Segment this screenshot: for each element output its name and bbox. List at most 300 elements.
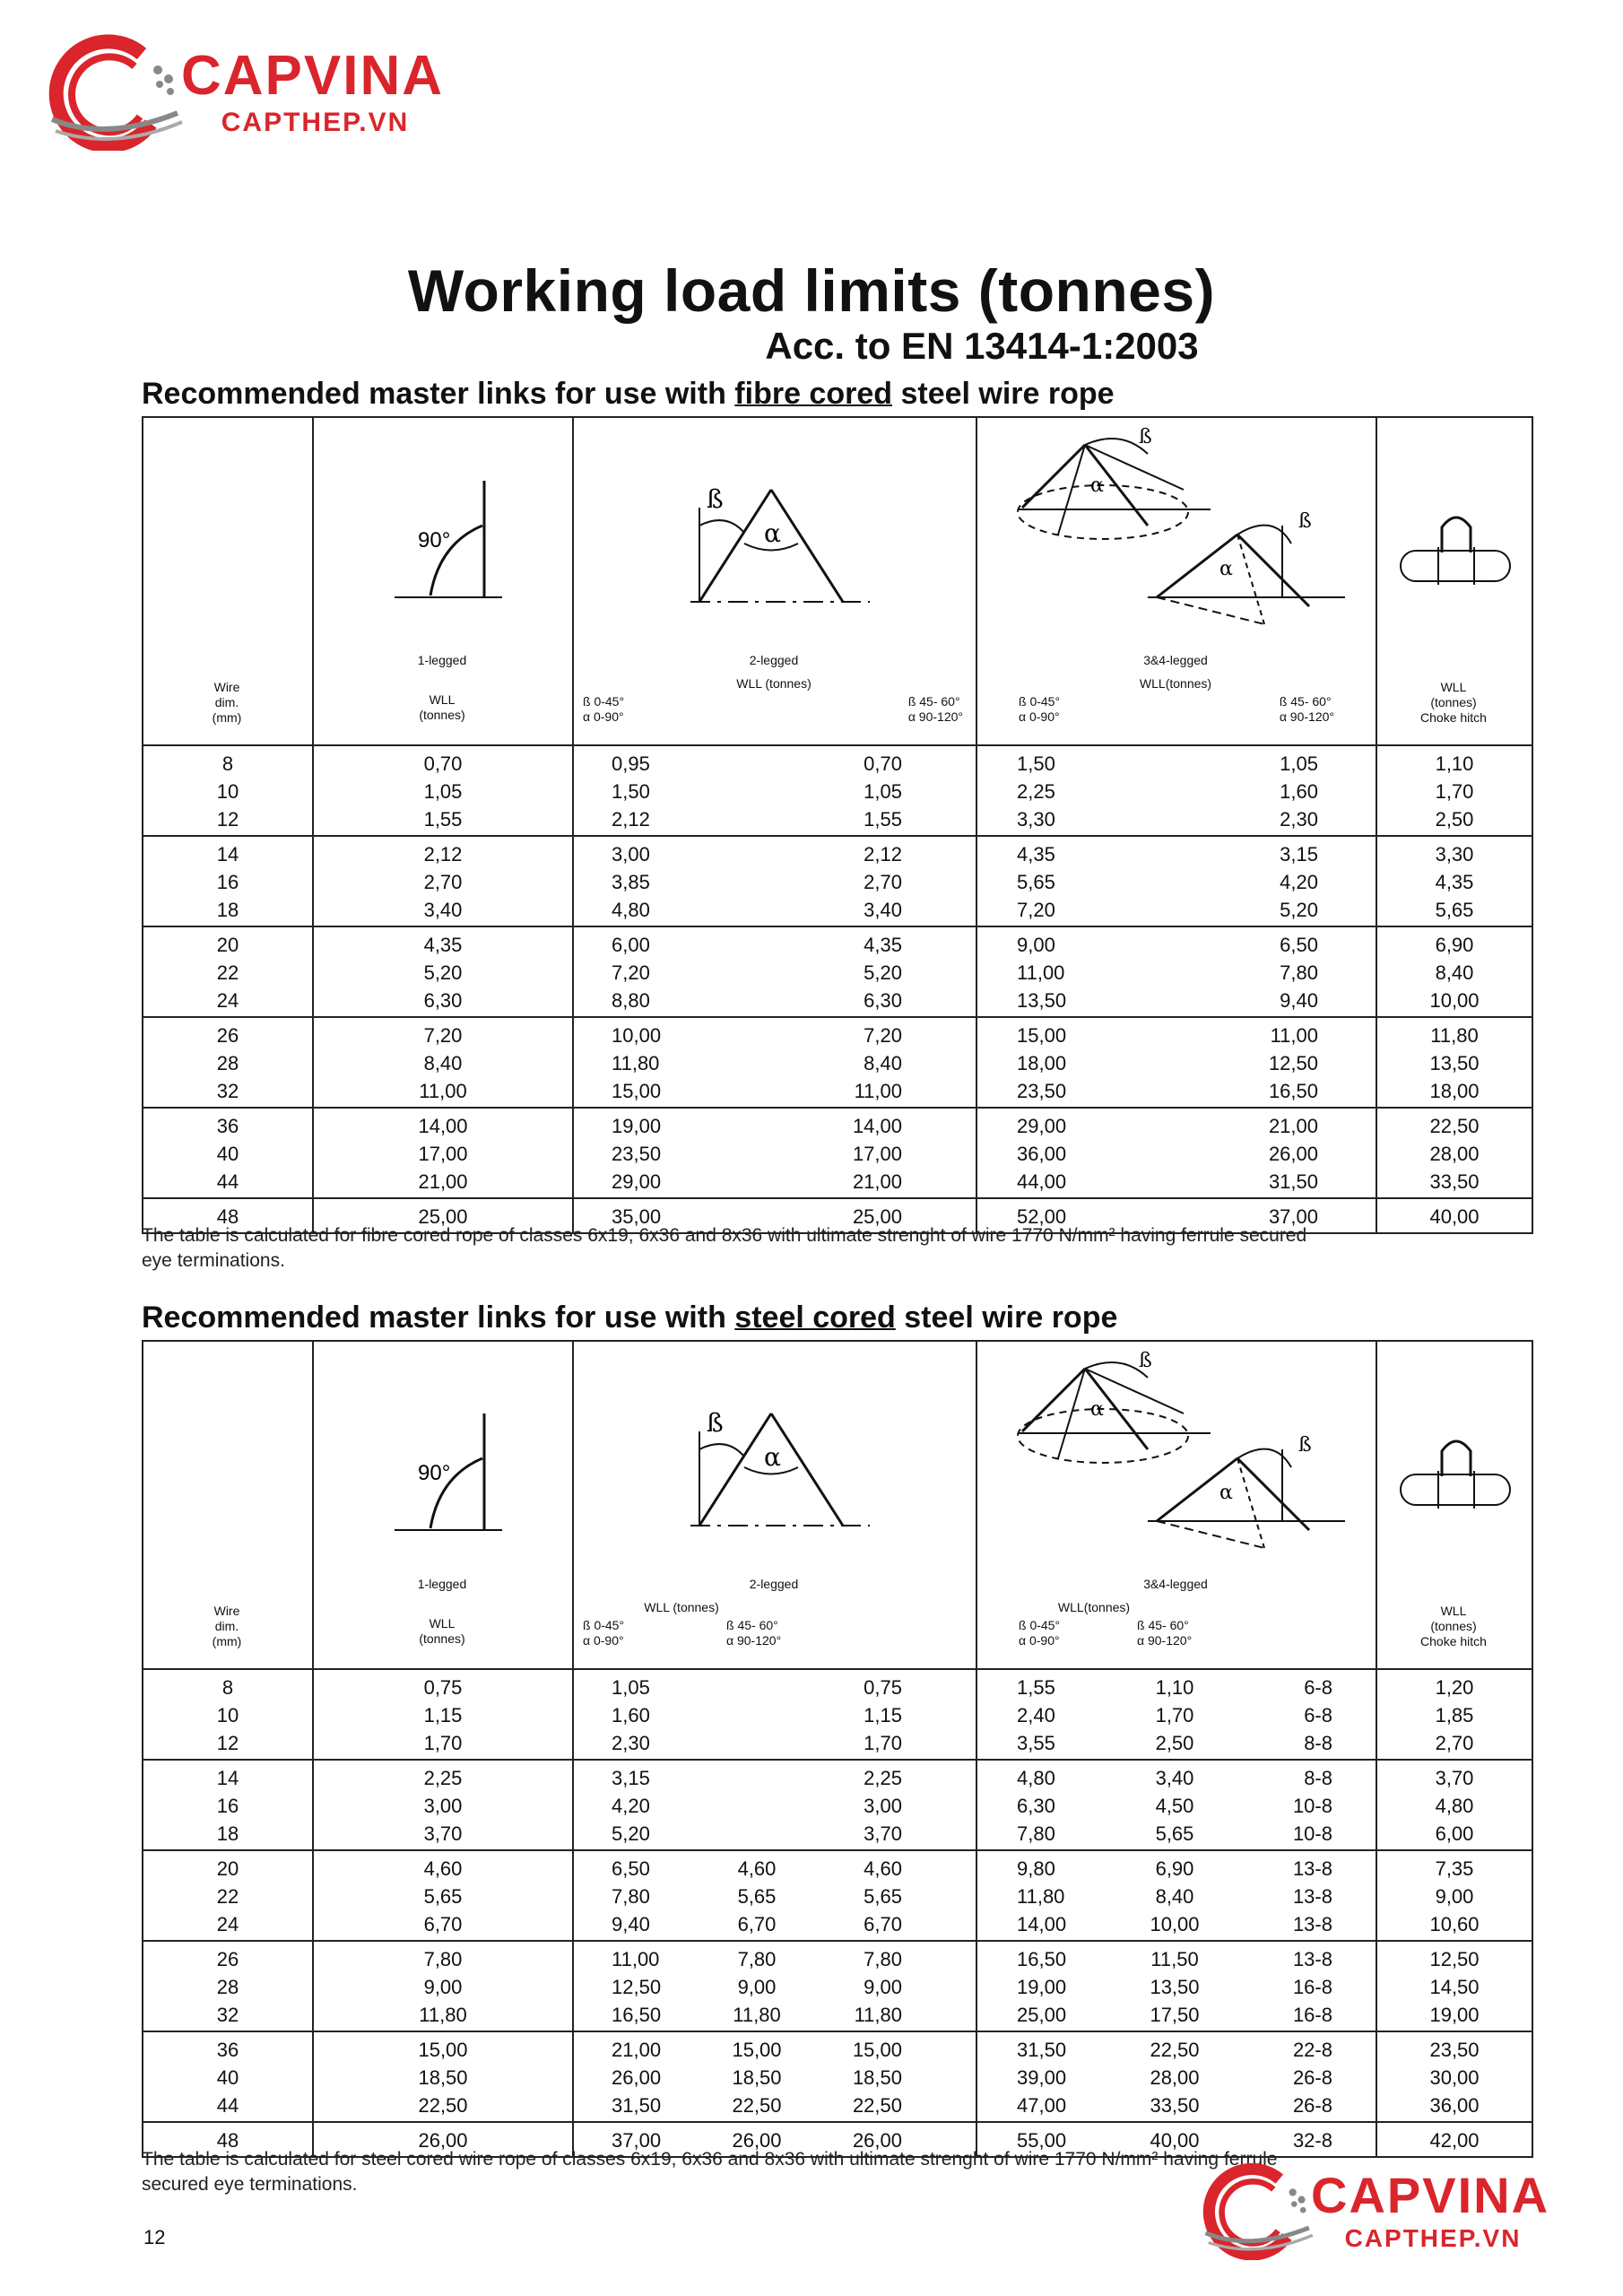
table-cell: 44: [216, 1170, 239, 1193]
wire-dim-cell: [143, 926, 313, 1017]
table-cell: 4,20: [1280, 871, 1318, 893]
table-row-group: [143, 926, 1532, 1017]
table-cell: 19,00: [1429, 2004, 1480, 2026]
brand-logo-bottom: [1191, 2161, 1549, 2260]
table-cell: 44: [216, 2094, 239, 2117]
table-row-group: [143, 1760, 1532, 1850]
table-cell: 14: [216, 843, 239, 865]
table-cell: 11,00: [1017, 961, 1065, 984]
table-cell: 3,00: [612, 843, 650, 865]
table-cell: 3,70: [1435, 1767, 1474, 1789]
table-cell: 24: [216, 1913, 239, 1935]
one-leg-cell: [313, 1941, 573, 2031]
wire-dim-cell: [143, 2031, 313, 2122]
table-cell: 13-8: [1292, 1948, 1332, 1970]
three-four-leg-cell: [976, 2031, 1376, 2122]
table-cell: 3,30: [1017, 808, 1055, 831]
table-cell: 16,50: [1268, 1080, 1318, 1102]
table-cell: 31,50: [612, 2094, 662, 2117]
table-cell: 5,20: [864, 961, 902, 984]
one-leg-diagram-icon: [377, 472, 520, 615]
table-cell: 22: [216, 961, 239, 984]
three-four-leg-cell: [976, 1669, 1376, 1760]
table-cell: 39,00: [1017, 2066, 1067, 2089]
table-cell: 8,40: [1155, 1885, 1194, 1908]
table-cell: 12,50: [612, 1976, 662, 1998]
table-cell: 1,10: [1435, 752, 1474, 775]
one-leg-cell: [313, 745, 573, 836]
table-cell: 11,00: [419, 1080, 467, 1102]
table-cell: 8: [221, 752, 234, 775]
table-cell: 20: [216, 934, 239, 956]
table-cell: 6-8: [1304, 1704, 1332, 1726]
table-cell: 32: [216, 2004, 239, 2026]
table-cell: 0,75: [423, 1676, 463, 1699]
table-cell: 6,70: [423, 1913, 463, 1935]
choke-hitch-cell: [1376, 1850, 1532, 1941]
two-leg-cell: [573, 745, 976, 836]
page-title: Working load limits (tonnes): [407, 257, 1216, 324]
wire-dim-cell: [143, 1850, 313, 1941]
page-subtitle: Acc. to EN 13414-1:2003: [765, 325, 1199, 367]
table-row-group: [143, 836, 1532, 926]
three-four-leg-cell: [976, 1108, 1376, 1198]
table-cell: 14: [216, 1767, 239, 1789]
svg-text:α: α: [1090, 474, 1104, 497]
table-cell: 32: [216, 1080, 239, 1102]
table-cell: 17,00: [418, 1143, 468, 1165]
table-cell: 17,00: [852, 1143, 902, 1165]
table-cell: 8,40: [423, 1052, 463, 1074]
table-cell: 6,70: [864, 1913, 902, 1935]
two-leg-cell: [573, 1669, 976, 1760]
table-cell: 7,80: [1017, 1822, 1055, 1845]
table-cell: 44,00: [1017, 1170, 1067, 1193]
table-cell: 7,80: [612, 1885, 650, 1908]
wire-dim-cell: [143, 1669, 313, 1760]
table-cell: 8-8: [1304, 1732, 1332, 1754]
table-cell: 26,00: [852, 2129, 902, 2152]
table-cell: 3,85: [612, 871, 650, 893]
table-cell: 16,50: [612, 2004, 662, 2026]
table-cell: 21,00: [612, 2039, 662, 2061]
svg-text:ß: ß: [1139, 427, 1152, 448]
table-cell: 6,50: [1280, 934, 1318, 956]
header-2-legged: ß α 2-legged WLL (tonnes) ß 0-45° α 0-90° ß 45- 60° α 90-120°: [573, 1341, 976, 1669]
two-leg-diagram-icon: [681, 1396, 879, 1548]
svg-text:α: α: [1090, 1398, 1104, 1421]
table-cell: 22,50: [418, 2094, 468, 2117]
table-cell: 22-8: [1292, 2039, 1332, 2061]
table-cell: 10: [216, 1704, 239, 1726]
table-cell: 5,65: [1155, 1822, 1194, 1845]
table-cell: 31,50: [1017, 2039, 1067, 2061]
table-cell: 18,50: [852, 2066, 902, 2089]
table-cell: 8,40: [864, 1052, 902, 1074]
table-cell: 1,60: [1280, 780, 1318, 803]
header-1-legged: 90° 1-legged WLL (tonnes): [313, 1341, 573, 1669]
table-cell: 15,00: [418, 2039, 468, 2061]
brand-name: CAPVINA: [181, 45, 445, 107]
table-cell: 4,60: [737, 1857, 777, 1880]
table-cell: 3,70: [864, 1822, 902, 1845]
table-cell: 37,00: [1268, 1205, 1318, 1228]
table-cell: 0,95: [612, 752, 650, 775]
one-leg-diagram-icon: [377, 1405, 520, 1548]
svg-text:ß: ß: [1139, 1351, 1152, 1372]
table-cell: 48: [216, 1205, 239, 1228]
header-choke-hitch: WLL (tonnes) Choke hitch: [1376, 417, 1532, 745]
table-cell: 12,50: [1429, 1948, 1480, 1970]
table-cell: 33,50: [1150, 2094, 1200, 2117]
table-cell: 26-8: [1292, 2066, 1332, 2089]
table-cell: 6,00: [612, 934, 650, 956]
svg-text:α: α: [764, 1442, 781, 1472]
table-cell: 3,40: [1155, 1767, 1194, 1789]
header-1-legged: 90° 1-legged WLL (tonnes): [313, 417, 573, 745]
table-cell: 3,30: [1435, 843, 1474, 865]
table-cell: 5,65: [423, 1885, 463, 1908]
table-cell: 16-8: [1292, 1976, 1332, 1998]
table-cell: 3,40: [423, 899, 463, 921]
brand-site: CAPTHEP.VN: [221, 108, 410, 137]
table-cell: 13-8: [1292, 1885, 1332, 1908]
header-choke-hitch: WLL (tonnes) Choke hitch: [1376, 1341, 1532, 1669]
page-number: 12: [143, 2226, 166, 2248]
table-cell: 10,00: [1150, 1913, 1200, 1935]
table-row-group: [143, 1017, 1532, 1108]
table-cell: 26: [216, 1948, 239, 1970]
table-row-group: [143, 1941, 1532, 2031]
wire-dim-cell: [143, 1017, 313, 1108]
table-cell: [708, 1701, 805, 1729]
table-cell: 2,70: [423, 871, 463, 893]
choke-hitch-diagram-icon: [1395, 508, 1517, 597]
two-leg-cell: [573, 2031, 976, 2122]
table-cell: 9,00: [1435, 1885, 1474, 1908]
table-cell: 6,90: [1155, 1857, 1194, 1880]
table-cell: 10,00: [1429, 989, 1480, 1012]
table-cell: 24: [216, 989, 239, 1012]
brand-name: CAPVINA: [1311, 2167, 1550, 2223]
wire-dim-cell: [143, 836, 313, 926]
table-cell: 5,20: [612, 1822, 650, 1845]
choke-hitch-cell: [1376, 1198, 1532, 1233]
table-cell: 1,70: [423, 1732, 463, 1754]
three-four-leg-cell: [976, 1760, 1376, 1850]
table-cell: 1,05: [612, 1676, 650, 1699]
table-cell: 2,30: [612, 1732, 650, 1754]
table-cell: 13,50: [1017, 989, 1067, 1012]
table-cell: 1,55: [423, 808, 463, 831]
choke-hitch-cell: [1376, 1760, 1532, 1850]
table-cell: 8,80: [612, 989, 650, 1012]
two-leg-cell: [573, 926, 976, 1017]
table-cell: 25,00: [1017, 2004, 1067, 2026]
table-cell: 29,00: [1017, 1115, 1067, 1137]
table-cell: 1,70: [1155, 1704, 1194, 1726]
table-cell: 28: [216, 1052, 239, 1074]
choke-hitch-cell: [1376, 2031, 1532, 2122]
three-four-leg-cell: [976, 1941, 1376, 2031]
table-cell: [708, 1674, 805, 1701]
table-cell: 36,00: [1017, 1143, 1067, 1165]
table-cell: 2,25: [864, 1767, 902, 1789]
table-cell: 11,00: [1270, 1024, 1318, 1047]
table-cell: 11,00: [612, 1948, 660, 1970]
table-cell: 6,70: [737, 1913, 777, 1935]
table-cell: 9,00: [423, 1976, 463, 1998]
wire-dim-cell: [143, 1108, 313, 1198]
table-cell: 11,80: [419, 2004, 467, 2026]
table-cell: 18,00: [1017, 1052, 1067, 1074]
table-cell: 4,35: [423, 934, 463, 956]
table-cell: 5,65: [737, 1885, 777, 1908]
table-cell: 40: [216, 1143, 239, 1165]
one-leg-cell: [313, 1669, 573, 1760]
table-cell: [708, 1792, 805, 1820]
svg-text:ß: ß: [1298, 510, 1312, 533]
header-2-legged: ß α 2-legged WLL (tonnes) ß 0-45° α 0-90° ß 45- 60° α 90-120°: [573, 417, 976, 745]
three-four-leg-cell: [976, 836, 1376, 926]
table-cell: 2,12: [423, 843, 463, 865]
table-cell: 8: [221, 1676, 234, 1699]
table-cell: 2,25: [1017, 780, 1055, 803]
table-cell: 11,80: [1017, 1885, 1065, 1908]
section-title-steel: Recommended master links for use with steel cored steel wire rope: [142, 1300, 1118, 1335]
two-leg-cell: [573, 1941, 976, 2031]
table-cell: 5,20: [423, 961, 463, 984]
two-leg-cell: [573, 1017, 976, 1108]
table-cell: 25,00: [852, 1205, 902, 1228]
table-cell: 1,85: [1435, 1704, 1474, 1726]
svg-text:ß: ß: [1298, 1434, 1312, 1457]
table-cell: 26-8: [1292, 2094, 1332, 2117]
table-cell: 15,00: [1017, 1024, 1067, 1047]
table-cell: 14,00: [1017, 1913, 1067, 1935]
table-cell: 16: [216, 871, 239, 893]
table-cell: 8,40: [1435, 961, 1474, 984]
table-cell: 33,50: [1429, 1170, 1480, 1193]
table-cell: 21,00: [852, 1170, 902, 1193]
table-cell: 2,70: [1435, 1732, 1474, 1754]
table-cell: 3,70: [423, 1822, 463, 1845]
table-cell: 7,80: [423, 1948, 463, 1970]
table-row-group: [143, 1850, 1532, 1941]
table-cell: 18,50: [418, 2066, 468, 2089]
table-cell: 3,15: [1280, 843, 1318, 865]
table-cell: 31,50: [1268, 1170, 1318, 1193]
table-cell: 7,20: [864, 1024, 902, 1047]
two-leg-cell: [573, 1108, 976, 1198]
table-cell: 22,50: [852, 2094, 902, 2117]
table-cell: 10-8: [1292, 1795, 1332, 1817]
table-cell: [708, 1729, 805, 1757]
table-cell: 2,70: [864, 871, 902, 893]
table-cell: 17,50: [1150, 2004, 1200, 2026]
wire-dim-cell: [143, 1760, 313, 1850]
svg-text:ß: ß: [707, 1408, 724, 1438]
table-cell: 16,50: [1017, 1948, 1067, 1970]
table-cell: 12: [216, 808, 239, 831]
choke-hitch-cell: [1376, 836, 1532, 926]
table-cell: 7,80: [864, 1948, 902, 1970]
table-cell: 12,50: [1268, 1052, 1318, 1074]
one-leg-cell: [313, 1108, 573, 1198]
table-cell: 1,50: [612, 780, 650, 803]
table-cell: 11,00: [854, 1080, 902, 1102]
header-wire: Wire dim. (mm): [143, 1341, 313, 1669]
table-cell: 18: [216, 899, 239, 921]
table-cell: 28,00: [1429, 1143, 1480, 1165]
wire-dim-cell: [143, 1941, 313, 2031]
table-cell: 5,65: [864, 1885, 902, 1908]
multi-leg-diagram-icon: [1004, 427, 1363, 642]
choke-hitch-cell: [1376, 1017, 1532, 1108]
one-leg-cell: [313, 2031, 573, 2122]
table-cell: 23,50: [1429, 2039, 1480, 2061]
table-cell: 5,65: [1435, 899, 1474, 921]
table-cell: 2,50: [1155, 1732, 1194, 1754]
table-cell: 4,60: [423, 1857, 463, 1880]
table-row-group: [143, 2031, 1532, 2122]
three-four-leg-cell: [976, 1850, 1376, 1941]
capvina-swoosh-icon: [1191, 2161, 1316, 2260]
table-cell: 19,00: [1017, 1976, 1067, 1998]
table-cell: 3,00: [423, 1795, 463, 1817]
two-leg-diagram-icon: [681, 472, 879, 624]
table-cell: 9,80: [1017, 1857, 1055, 1880]
table-cell: 4,50: [1155, 1795, 1194, 1817]
choke-hitch-cell: [1376, 1108, 1532, 1198]
table-cell: 16: [216, 1795, 239, 1817]
table-cell: 1,10: [1155, 1676, 1194, 1699]
table-cell: 18,00: [1429, 1080, 1480, 1102]
header-wire: Wire dim. (mm): [143, 417, 313, 745]
table-cell: 4,35: [1435, 871, 1474, 893]
table-cell: 3,15: [612, 1767, 650, 1789]
brand-site: CAPTHEP.VN: [1344, 2224, 1522, 2252]
table-cell: 52,00: [1017, 1205, 1067, 1228]
table-cell: 8-8: [1304, 1767, 1332, 1789]
table-cell: 13,50: [1429, 1052, 1480, 1074]
table-cell: 9,40: [612, 1913, 650, 1935]
two-leg-cell: [573, 836, 976, 926]
table-cell: 11,80: [1430, 1024, 1479, 1047]
table-cell: 3,00: [864, 1795, 902, 1817]
table-cell: 4,80: [1435, 1795, 1474, 1817]
svg-text:ß: ß: [707, 484, 724, 514]
table-cell: 2,12: [864, 843, 902, 865]
choke-hitch-cell: [1376, 1941, 1532, 2031]
choke-hitch-cell: [1376, 2122, 1532, 2157]
table-cell: 1,15: [423, 1704, 463, 1726]
table-cell: 6,50: [612, 1857, 650, 1880]
table-note-steel: The table is calculated for steel cored wire rope of classes 6x19, 6x36 and 8x36 with ultimate strenght of wire 1770 N/mm² having ferrule secured eye terminations.: [142, 2149, 1278, 2195]
table-cell: 26: [216, 1024, 239, 1047]
one-leg-cell: [313, 926, 573, 1017]
table-cell: 23,50: [612, 1143, 662, 1165]
multi-leg-diagram-icon: [1004, 1351, 1363, 1566]
table-cell: 40,00: [1150, 2129, 1200, 2152]
header-3-4-legged: ß α ß α 3&4-legged WLL(tonnes) ß 0-45° α 0-90° ß 45- 60° α 90-120°: [976, 1341, 1376, 1669]
table-cell: [708, 1820, 805, 1848]
table-cell: 1,05: [864, 780, 902, 803]
table-cell: 6,90: [1435, 934, 1474, 956]
table-cell: 13-8: [1292, 1857, 1332, 1880]
table-cell: 21,00: [1268, 1115, 1318, 1137]
three-four-leg-cell: [976, 926, 1376, 1017]
svg-text:α: α: [764, 518, 781, 548]
table-cell: 14,00: [852, 1115, 902, 1137]
table-cell: 11,80: [733, 2004, 781, 2026]
table-cell: 22: [216, 1885, 239, 1908]
table-cell: 32-8: [1292, 2129, 1332, 2152]
angle-label: 90°: [418, 1461, 451, 1485]
table-cell: 15,00: [732, 2039, 782, 2061]
table-cell: 18: [216, 1822, 239, 1845]
table-cell: 15,00: [612, 1080, 662, 1102]
table-cell: 6,30: [1017, 1795, 1055, 1817]
table-cell: 9,00: [1017, 934, 1055, 956]
table-cell: 6,00: [1435, 1822, 1474, 1845]
table-cell: 25,00: [418, 1205, 468, 1228]
table-cell: 4,80: [1017, 1767, 1055, 1789]
table-cell: 47,00: [1017, 2094, 1067, 2117]
table-cell: 30,00: [1429, 2066, 1480, 2089]
section-title-fibre: Recommended master links for use with fibre cored steel wire rope: [142, 377, 1115, 411]
two-leg-cell: [573, 1850, 976, 1941]
table-cell: 1,20: [1435, 1676, 1474, 1699]
three-four-leg-cell: [976, 1017, 1376, 1108]
table-row-group: [143, 1669, 1532, 1760]
table-cell: 4,60: [864, 1857, 902, 1880]
svg-text:α: α: [1219, 558, 1233, 580]
table-cell: 36: [216, 1115, 239, 1137]
table-cell: 10: [216, 780, 239, 803]
table-cell: 18,50: [732, 2066, 782, 2089]
table-cell: 6,30: [864, 989, 902, 1012]
table-cell: 1,05: [1280, 752, 1318, 775]
table-cell: 7,20: [612, 961, 650, 984]
table-row-group: [143, 1108, 1532, 1198]
table-cell: 7,20: [423, 1024, 463, 1047]
table-cell: 21,00: [418, 1170, 468, 1193]
table-cell: 15,00: [852, 2039, 902, 2061]
table-cell: 1,05: [423, 780, 463, 803]
one-leg-cell: [313, 1017, 573, 1108]
table-cell: 10-8: [1292, 1822, 1332, 1845]
wire-dim-cell: [143, 745, 313, 836]
table-cell: 6-8: [1304, 1676, 1332, 1699]
table-cell: 19,00: [612, 1115, 662, 1137]
table-cell: 2,12: [612, 808, 650, 831]
table-cell: [708, 1764, 805, 1792]
one-leg-cell: [313, 1760, 573, 1850]
table-cell: 26,00: [418, 2129, 468, 2152]
table-cell: 10,60: [1429, 1913, 1480, 1935]
table-cell: 20: [216, 1857, 239, 1880]
table-cell: 29,00: [612, 1170, 662, 1193]
table-cell: 1,50: [1017, 752, 1055, 775]
table-cell: 36: [216, 2039, 239, 2061]
table-cell: 28: [216, 1976, 239, 1998]
table-cell: 0,75: [864, 1676, 902, 1699]
table-cell: 7,20: [1017, 899, 1055, 921]
table-cell: 4,35: [864, 934, 902, 956]
table-cell: 9,40: [1280, 989, 1318, 1012]
table-cell: 3,55: [1017, 1732, 1055, 1754]
